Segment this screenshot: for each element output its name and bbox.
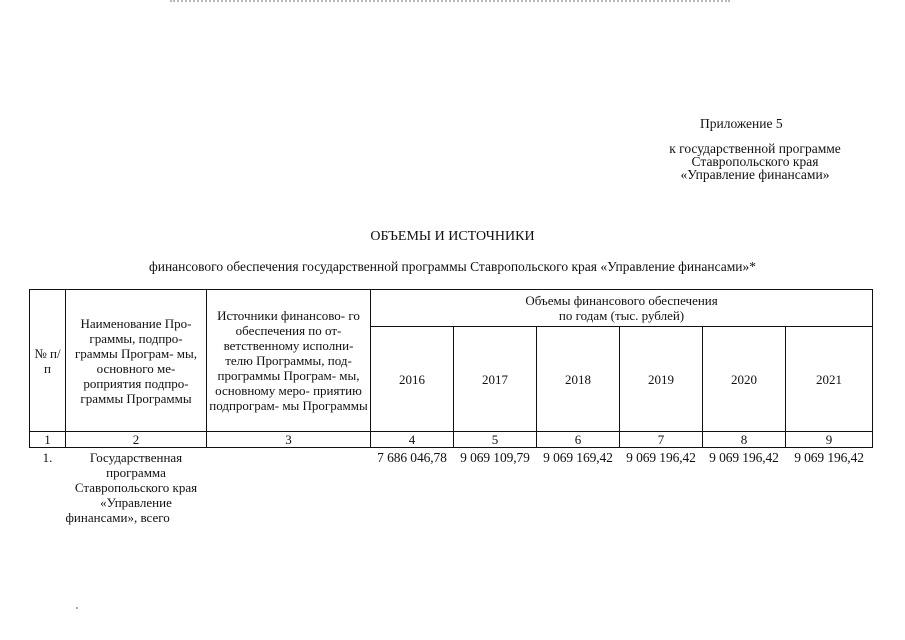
- column-number: 8: [703, 432, 786, 448]
- header-name: [66, 290, 207, 432]
- column-number: 5: [454, 432, 537, 448]
- row-value-2019: 9 069 196,42: [626, 450, 696, 465]
- document-title: ОБЪЕМЫ И ИСТОЧНИКИ: [370, 229, 535, 244]
- header-sources-text: Источники финансово- го обеспечения по от- ветственному исполни- телю Программы, под- программы Програм- мы, основному меро- приятию подпрограм- мы Программы: [209, 308, 368, 413]
- row-number: 1.: [42, 450, 53, 465]
- appendix-title: Приложение 5: [700, 116, 783, 131]
- header-volumes-text: Объемы финансового обеспечения по годам (тыс. рублей): [525, 293, 718, 323]
- column-number: 4: [371, 432, 454, 448]
- column-number: 7: [620, 432, 703, 448]
- row-value-2016: 7 686 046,78: [377, 450, 447, 465]
- column-number: 3: [207, 432, 371, 448]
- row-source: [207, 448, 371, 561]
- scan-speck: [76, 607, 78, 609]
- header-sources: [207, 290, 371, 432]
- header-num: [30, 290, 66, 432]
- row-value-2017: 9 069 109,79: [460, 450, 530, 465]
- header-volumes: [371, 290, 873, 327]
- year-2021: 2021: [786, 327, 873, 432]
- header-row-1: [30, 290, 873, 327]
- header-name-text: Наименование Про- граммы, подпро- граммы Програм- мы, основного ме- роприятия подпро- граммы Программы: [74, 315, 198, 406]
- column-number: 1: [30, 432, 66, 448]
- document-subtitle: финансового обеспечения государственной программы Ставропольского края «Управление финансами»*: [148, 259, 757, 274]
- year-2020: 2020: [703, 327, 786, 432]
- column-number: 9: [786, 432, 873, 448]
- row-value-2020: 9 069 196,42: [709, 450, 779, 465]
- row-value-2018: 9 069 169,42: [543, 450, 613, 465]
- year-2016: 2016: [371, 327, 454, 432]
- financing-table: [29, 289, 873, 560]
- scan-artifact: [170, 0, 730, 6]
- row-name: Государственная программа Ставропольского края «Управление финансами», всего: [65, 450, 198, 525]
- column-number: 2: [66, 432, 207, 448]
- year-2019: 2019: [620, 327, 703, 432]
- year-2017: 2017: [454, 327, 537, 432]
- column-number-row: [30, 432, 873, 448]
- table-row: [30, 448, 873, 561]
- header-num-text: № п/п: [34, 345, 61, 376]
- column-number: 6: [537, 432, 620, 448]
- appendix-line-2: Ставропольского края: [691, 154, 819, 169]
- year-2018: 2018: [537, 327, 620, 432]
- appendix-line-1: к государственной программе: [669, 141, 841, 156]
- row-value-2021: 9 069 196,42: [794, 450, 864, 465]
- appendix-line-3: «Управление финансами»: [680, 167, 830, 182]
